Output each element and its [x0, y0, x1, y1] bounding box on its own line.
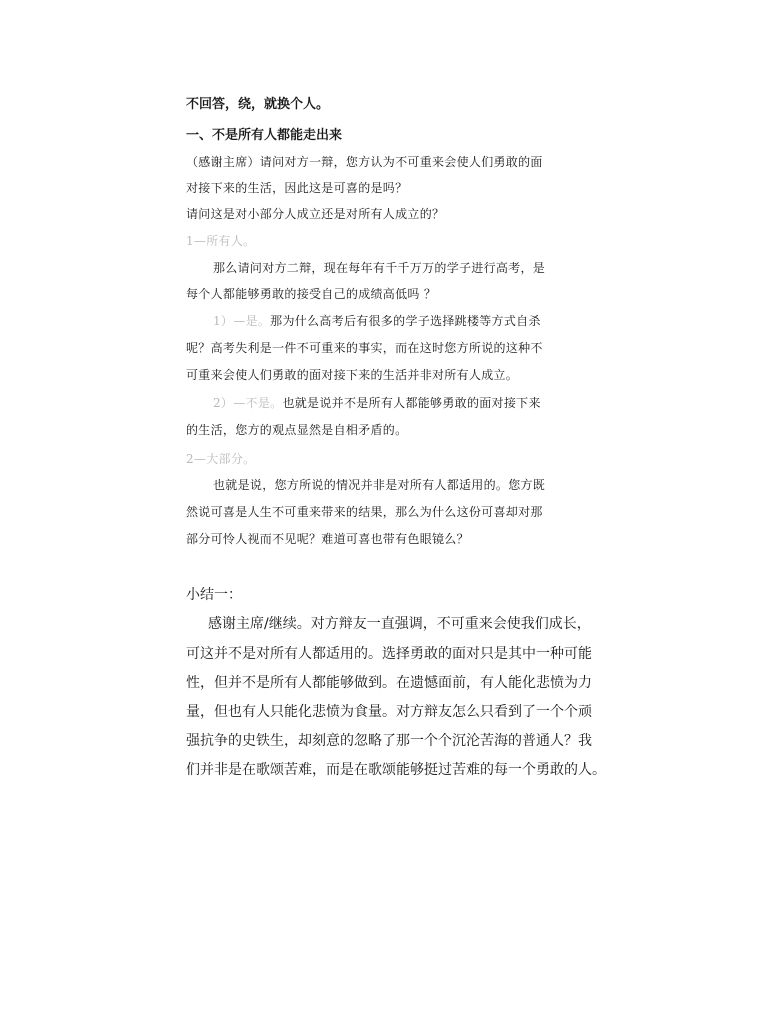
section-title: 一、不是所有人都能走出来 [186, 128, 343, 143]
branch2-line: 然说可喜是人生不可重来带来的结果，那么为什么这份可喜却对那 [186, 505, 543, 519]
branch1-sub2-line: 的生活，您方的观点显然是自相矛盾的。 [186, 423, 408, 437]
branch1-paragraph-line: 每个人都能够勇敢的接受自己的成绩高低吗 ？ [186, 287, 437, 301]
document-heading: 不回答，绕，就换个人。 [186, 97, 330, 112]
branch1-sub2-line [213, 395, 541, 411]
branch2-label: 2—大部分。 [186, 452, 256, 466]
branch2-line: 部分可怜人视而不见呢？难道可喜也带有色眼镜么？ [186, 532, 469, 546]
sub1-label: 1）—是。 [213, 314, 271, 328]
summary-line: 们并非是在歌颂苦难，而是在歌颂能够挺过苦难的每一个勇敢的人。 [186, 762, 606, 778]
summary-line: 强抗争的史铁生，却刻意的忽略了那一个个沉沦苦海的普通人？我 [186, 733, 592, 749]
intro-line: 请问这是对小部分人成立还是对所有人成立的？ [186, 207, 445, 221]
sub2-text: 也就是说并不是所有人都能够勇敢的面对接下来 [282, 396, 541, 410]
summary-line: 可这并不是对所有人都适用的。选择勇敢的面对只是其中一种可能 [186, 646, 592, 662]
summary-line: 量，但也有人只能化悲愤为食量。对方辩友怎么只看到了一个个顽 [186, 704, 592, 720]
branch1-paragraph-line: 那么请问对方二辩，现在每年有千千万万的学子进行高考，是 [213, 261, 546, 275]
sub2-label: 2）—不是。 [213, 396, 283, 410]
intro-line: （感谢主席）请问对方一辩，您方认为不可重来会使人们勇敢的面 [186, 155, 543, 169]
intro-line: 对接下来的生活，因此这是可喜的是吗？ [186, 181, 408, 195]
branch1-label: 1—所有人。 [186, 234, 256, 248]
summary-line: 性，但并不是所有人都能够做到。在遗憾面前，有人能化悲愤为力 [186, 675, 592, 691]
branch2-line: 也就是说，您方所说的情况并非是对所有人都适用的。您方既 [213, 478, 546, 492]
summary-title: 小结一： [186, 587, 242, 603]
branch1-sub1-line: 呢？高考失利是一件不可重来的事实，而在这时您方所说的这种不 [186, 341, 543, 355]
branch1-sub1-line: 可重来会使人们勇敢的面对接下来的生活并非对所有人成立。 [186, 368, 519, 382]
branch1-sub1-line [213, 313, 541, 329]
sub1-text: 那为什么高考后有很多的学子选择跳楼等方式自杀 [270, 314, 541, 328]
summary-line: 感谢主席/继续。对方辩友一直强调，不可重来会使我们成长， [208, 616, 591, 632]
